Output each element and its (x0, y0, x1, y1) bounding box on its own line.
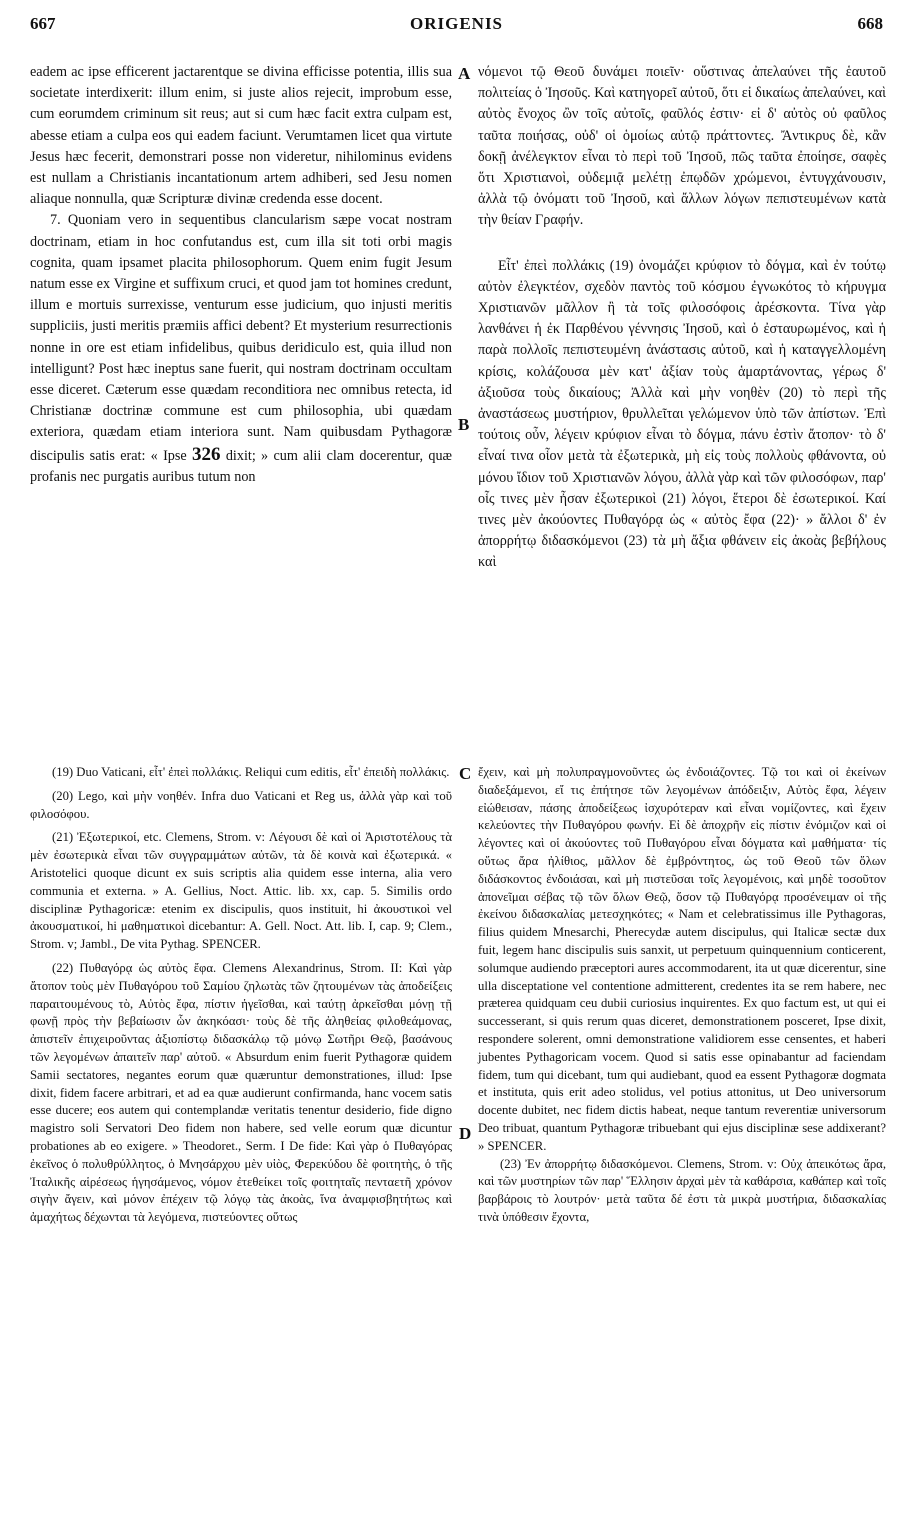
right-page-number: 668 (857, 14, 883, 33)
latin-paragraph-2-part-2: dixit; » cum alii clam docerentur, quæ profanis nec purgatis auribus tutum non (30, 447, 453, 485)
running-header (30, 14, 883, 50)
margin-marker-d: D (459, 1124, 472, 1143)
latin-paragraph-1: eadem ac ipse efficerent jactarentque se divina efficisse potentia, illis sua societate interdixerit: illum enim, si juste alios rejecit, improbum esse, cum eorumdem criminum sit reus; aut si cum hæc facit extra culpam est, abesse etiam a culpa eos qui eadem faciunt. Verumtamen licet qua virtute Jesus hæc fecerit, demonstrari posse non videretur, nihilominus evidens est nullam a Christianis incantationum artem adhiberi, sed Jesu nomen aliaque nonnulla, quæ Scripturæ divinæ credenda esse docent. (30, 64, 452, 208)
left-page-number: 667 (30, 14, 56, 33)
greek-paragraph-1: νόμενοι τῷ Θεοῦ δυνάμει ποιεῖν· οὕστινας ἀπελαύνει τῆς ἑαυτοῦ πολιτείας ὁ Ἰησοῦς. Καὶ κατηγορεῖ αὐτοῦ, ὅτι εἰ δικαίως ἀπελαύνει, καὶ αὐτὸς ἔνοχος ὢν τοῖς αὐτοῖς, φαῦλός ἐστιν· εἰ δ' αὐτὸς οὐ φαῦλος ταῦτα ποιήσας, οὐδ' οἱ ὁμοίως αὐτῷ πράττοντες. Ἄντικρυς δὲ, κἂν δοκῇ ἀνέλεγκτον εἶναι τὸ περὶ τοῦ Ἰησοῦ, πῶς ταῦτα ἐποίησε, σαφὲς ὅτι Χριστιανοὶ, οὐδεμιᾷ μελέτῃ ἐπῳδῶν χρώμενοι, ἐντυγχάνουσιν, ἀλλὰ τῷ ὀνόματι τοῦ Ἰησοῦ, καὶ ἄλλων λόγων πεπιστευμένων κατὰ τὴν θείαν Γραφήν. (478, 64, 886, 229)
latin-paragraph-2 (30, 210, 452, 488)
margin-marker-a: A (458, 64, 471, 83)
footnote-19: (19) Duo Vaticani, εἶτ' ἐπεὶ πολλάκις. Reliqui cum editis, εἶτ' ἐπειδὴ πολλάκις. (52, 765, 450, 779)
latin-paragraph-2-part-1: 7. Quoniam vero in sequentibus clancularism sæpe vocat nostram doctrinam, etiam in hoc confutandus est, cum illa sit toti orbi magis cognita, quam ipsamet placita philosophorum. Quem enim fugit Jesum natum esse ex Virgine et suffixum cruci, et quod jam tot homines credunt, illum e mortuis surrexisse, venturum esse judicium, quo injusti meritis suppliciis, justi meritis præmiis affici debent? Et mysterium resurrectionis nonne in ore est etiam infidelibus, quibus deridiculo est, quia illud non intelligunt? Post hæc ineptus sane fuerit, qui nostram doctrinam occultam esse diceret. Cæterum esse quædam reconditiora nec omnibus retecta, id Christianæ doctrinæ commune est cum philosophia, ubi quædam exteriora, quædam etiam interiora sunt. Nam quibusdam Pythagoræ discipulis satis erat: « Ipse (30, 212, 452, 464)
margin-marker-b: B (458, 415, 470, 434)
footnotes-left-column (30, 764, 452, 1227)
margin-marker-c: C (459, 764, 472, 783)
column-number: 326 (192, 443, 221, 465)
latin-translation-column (30, 62, 452, 488)
footnote-21: (21) Ἐξωτερικοί, etc. Clemens, Strom. v: Λέγουσι δὲ καὶ οἱ Ἀριστοτέλους τὰ μὲν ἐσωτερικὰ εἶναι τῶν συγγραμμάτων αὐτῶν, τὰ δὲ κοινὰ καὶ ἐξωτερικά. « Aristotelici quoque dicunt ex suis scriptis alia quidem esse interna, alia vero communia et externa. » A. Gellius, Noct. Attic. lib. xx, cap. 5. Similis ordo disciplinæ Pythagoricæ: etenim ex discipulis, quos instituit, hi ἀκουστικοὶ vel ἀκουσματικοί, hi μαθηματικοὶ dicebantur: A. Gell. Noct. Att. lib. I, cap. 9; Clem., Strom. v; Jambl., De vita Pythag. SPENCER. (30, 830, 452, 952)
greek-text-column (478, 62, 886, 574)
running-title: ORIGENIS (409, 14, 504, 33)
footnotes-right-column (478, 764, 886, 1227)
footnote-23: (23) Ἐν ἀπορρήτῳ διδασκόμενοι. Clemens, Strom. v: Οὐχ ἀπεικότως ἄρα, καὶ τῶν μυστηρίων τῶν παρ' Ἕλλησιν ἀρχαὶ μὲν τὰ καθάρσια, καθάπερ καὶ τοῖς βαρβάροις τὸ λουτρόν· μετὰ ταῦτα δέ ἐστι τὰ μικρὰ μυστήρια, διδασκαλίας τινὰ ὑπόθεσιν ἔχοντα, (478, 1156, 886, 1224)
footnote-22-continued: ἔχειν, καὶ μὴ πολυπραγμονοῦντες ὡς ἐνδοιάζοντες. Τῷ τοι καὶ οἱ ἐκείνων διαδεξάμενοι, εἴ τις ἐπήτησε τῶν λεγομένων ἀπόδειξιν, Αὐτὸς ἔφα, λέγειν εἰώθεισαν, πάσης ἀποδείξεως ἰσχυρότεραν καὶ εἶναι νομίζοντες, καὶ ἔχειν κελεύοντες τὴν Πυθαγόρου φωνήν. Εἰ δὲ ἀποχρῆν εἰς πίστιν ἐνόμιζον καὶ οἱ λέγοντες καὶ οἱ ἀκούοντες τοῦ Πυθαγόρου εἶναι δόγματα καὶ μαθήματα· τίς οὕτως ἄρα ἠλίθιος, μᾶλλον δὲ ἐμβρόντητος, ὡς τοῦ Θεοῦ τῶν ὅλων διδάσκοντος ἐνδοιάσαι, καὶ μὴ πιστεῦσαι τοῖς λεγομένοις, καὶ μηδὲ τοσοῦτον ἀπονεῖμαι σέβας τῷ τῶν ὅλων Θεῷ, ὅσον τῷ Πυθαγόρᾳ προσένειμαν οἱ τῆς ἐκείνου διδασκαλίας μετεσχηκότες; « Nam et celebratissimus ille Pythagoras, filius quidem Mnesarchi, Pherecydæ autem discipulus, qui Italicæ sectæ dux fuit, legem hanc discipulis suis sanxit, ut perpetuum quinquennium conticerent, solumque audiendo præceptori aures accommodarent, ita ut quæ dicerentur, sine ulla disceptatione vel contentione admitterent, credentes ita se rem habere, nec præterea quidquam ceu dubii curiosius inquirentes. Ex quo factum est, ut qui ei successerant, si quis rerum quas diceret, demonstrationem posceret, Ipse dixit, respondere solerent, omni demonstratione validiorem esse censentes, et haberi jubentes Pythagoricam vocem. Quod si satis esse opinabantur ad faciendam fidem, tum qui dicebant, tum qui audiebant, quod ea essent Pythagoræ dogmata et instituta, quis erit adeo stolidus, vel potius attonitus, ut Deo universorum docente dubitet, nec fidem dictis habeat, neque tantum reverentiæ universorum Deo tribuat, quantum Pythagoræ tribuebant qui ejus disciplinæ sese addixerant? » SPENCER. (478, 765, 886, 1153)
footnote-20: (20) Lego, καὶ μὴν νοηθέν. Infra duo Vaticani et Reg us, ἀλλὰ γὰρ καὶ τοῦ φιλοσόφου. (30, 788, 452, 821)
greek-paragraph-2: Εἶτ' ἐπεὶ πολλάκις (19) ὀνομάζει κρύφιον τὸ δόγμα, καὶ ἐν τούτῳ αὐτὸν ἐλεγκτέον, σχεδὸν παντὸς τοῦ κόσμου ἐγνωκότος τὸ κήρυγμα Χριστιανῶν μᾶλλον ἢ τὰ τοῖς φιλοσόφοις ἀρέσκοντα. Τίνα γὰρ λανθάνει ἡ ἐκ Παρθένου γέννησις Ἰησοῦ, καὶ ὁ ἐσταυρωμένος, καὶ ἡ παρὰ πολλοῖς πεπιστευμένη ἀνάστασις αὐτοῦ, καὶ ἡ καταγγελλομένη κρίσις, κολάζουσα μὲν κατ' ἀξίαν τοὺς ἁμαρτάνοντας, γέρως δ' ἀξιοῦσα τοὺς δικαίους; Ἀλλὰ καὶ μὴν νοηθὲν (20) τὸ περὶ τῆς ἀναστάσεως μυστήριον, θρυλλεῖται γελώμενον ὑπὸ τῶν ἀπίστων. Ἐπὶ τούτοις οὖν, λέγειν κρύφιον εἶναι τὸ δόγμα, πάνυ ἐστὶν ἄτοπον· τὸ δ' εἶναί τινα οἷον μετὰ τὰ ἐξωτερικὰ, μὴ εἰς τοὺς πολλοὺς φθάνοντα, οὐ μόνου ἴδιον τοῦ Χριστιανῶν λόγου, ἀλλὰ γὰρ καὶ τῶν φιλοσόφων, παρ' οἷς τινες μὲν ἦσαν ἐξωτερικοὶ (21) λόγοι, ἕτεροι δὲ ἐσωτερικοί. Καί τινες μὲν ἀκούοντες Πυθαγόρᾳ ὡς « αὐτὸς ἔφα (22)· » ἄλλοι δ' ἐν ἀπορρήτῳ διδασκόμενοι (23) τὰ μὴ ἄξια φθάνειν εἰς ἀκοὰς βεβήλους καὶ (478, 257, 886, 571)
footnote-22: (22) Πυθαγόρᾳ ὡς αὐτὸς ἔφα. Clemens Alexandrinus, Strom. II: Καὶ γὰρ ἄτοπον τοὺς μὲν Πυθαγόρου τοῦ Σαμίου ζηλωτὰς τῶν ζητουμένων τὰς ἀποδείξεις παραιτουμένους τὸ, Αὐτὸς ἔφα, πίστιν ἡγεῖσθαι, καὶ ταύτῃ ἀρκεῖσθαι μόνῃ τῇ φωνῇ πρὸς τὴν βεβαίωσιν ὧν ἀκηκόασι· τοὺς δὲ τῆς ἀληθείας φιλοθεάμονας, ἀπιστεῖν ἐπιχειροῦντας ἀξιοπίστῳ διδασκάλῳ τῷ μόνῳ Σωτῆρι Θεῷ, βασάνους τῶν λεγομένων ἀπαιτεῖν παρ' αὐτοῦ. « Absurdum enim fuerit Pythagoræ quidem Samii sectatores, negantes eorum quæ quæruntur demonstrationes, illud: Ipse dixit, fidem facere arbitrari, et ad ea quæ audierunt confirmanda, hanc vocem satis esse ducere; eos autem qui contemplandæ veritatis tenentur desiderio, fide digno magistro soli Servatori Deo fidem non habere, sed velle eorum quæ dicuntur probationes ab eo exigere. » Theodoret., Serm. I De fide: Καὶ γὰρ ὁ Πυθαγόρας ἐκεῖνος ὁ πολυθρύλλητος, ὁ Μνησάρχου μὲν υἱὸς, Φερεκύδου δὲ φοιτητὴς, ὁ τῆς Ἰταλικῆς αἱρέσεως ἡγησάμενος, νόμον ἐτεθείκει τοῖς φοιτηταῖς πενταετῆ χρόνον σιγὴν ἄγειν, καὶ μόνον ἐπέχειν τῷ λόγῳ τὰς ἀκοὰς, ἵνα ἀναμφισβητήτως καὶ ἀμαχήτως δέχωνται τὰ λεγόμενα, πιστεύοντες οὕτως (30, 960, 452, 1225)
